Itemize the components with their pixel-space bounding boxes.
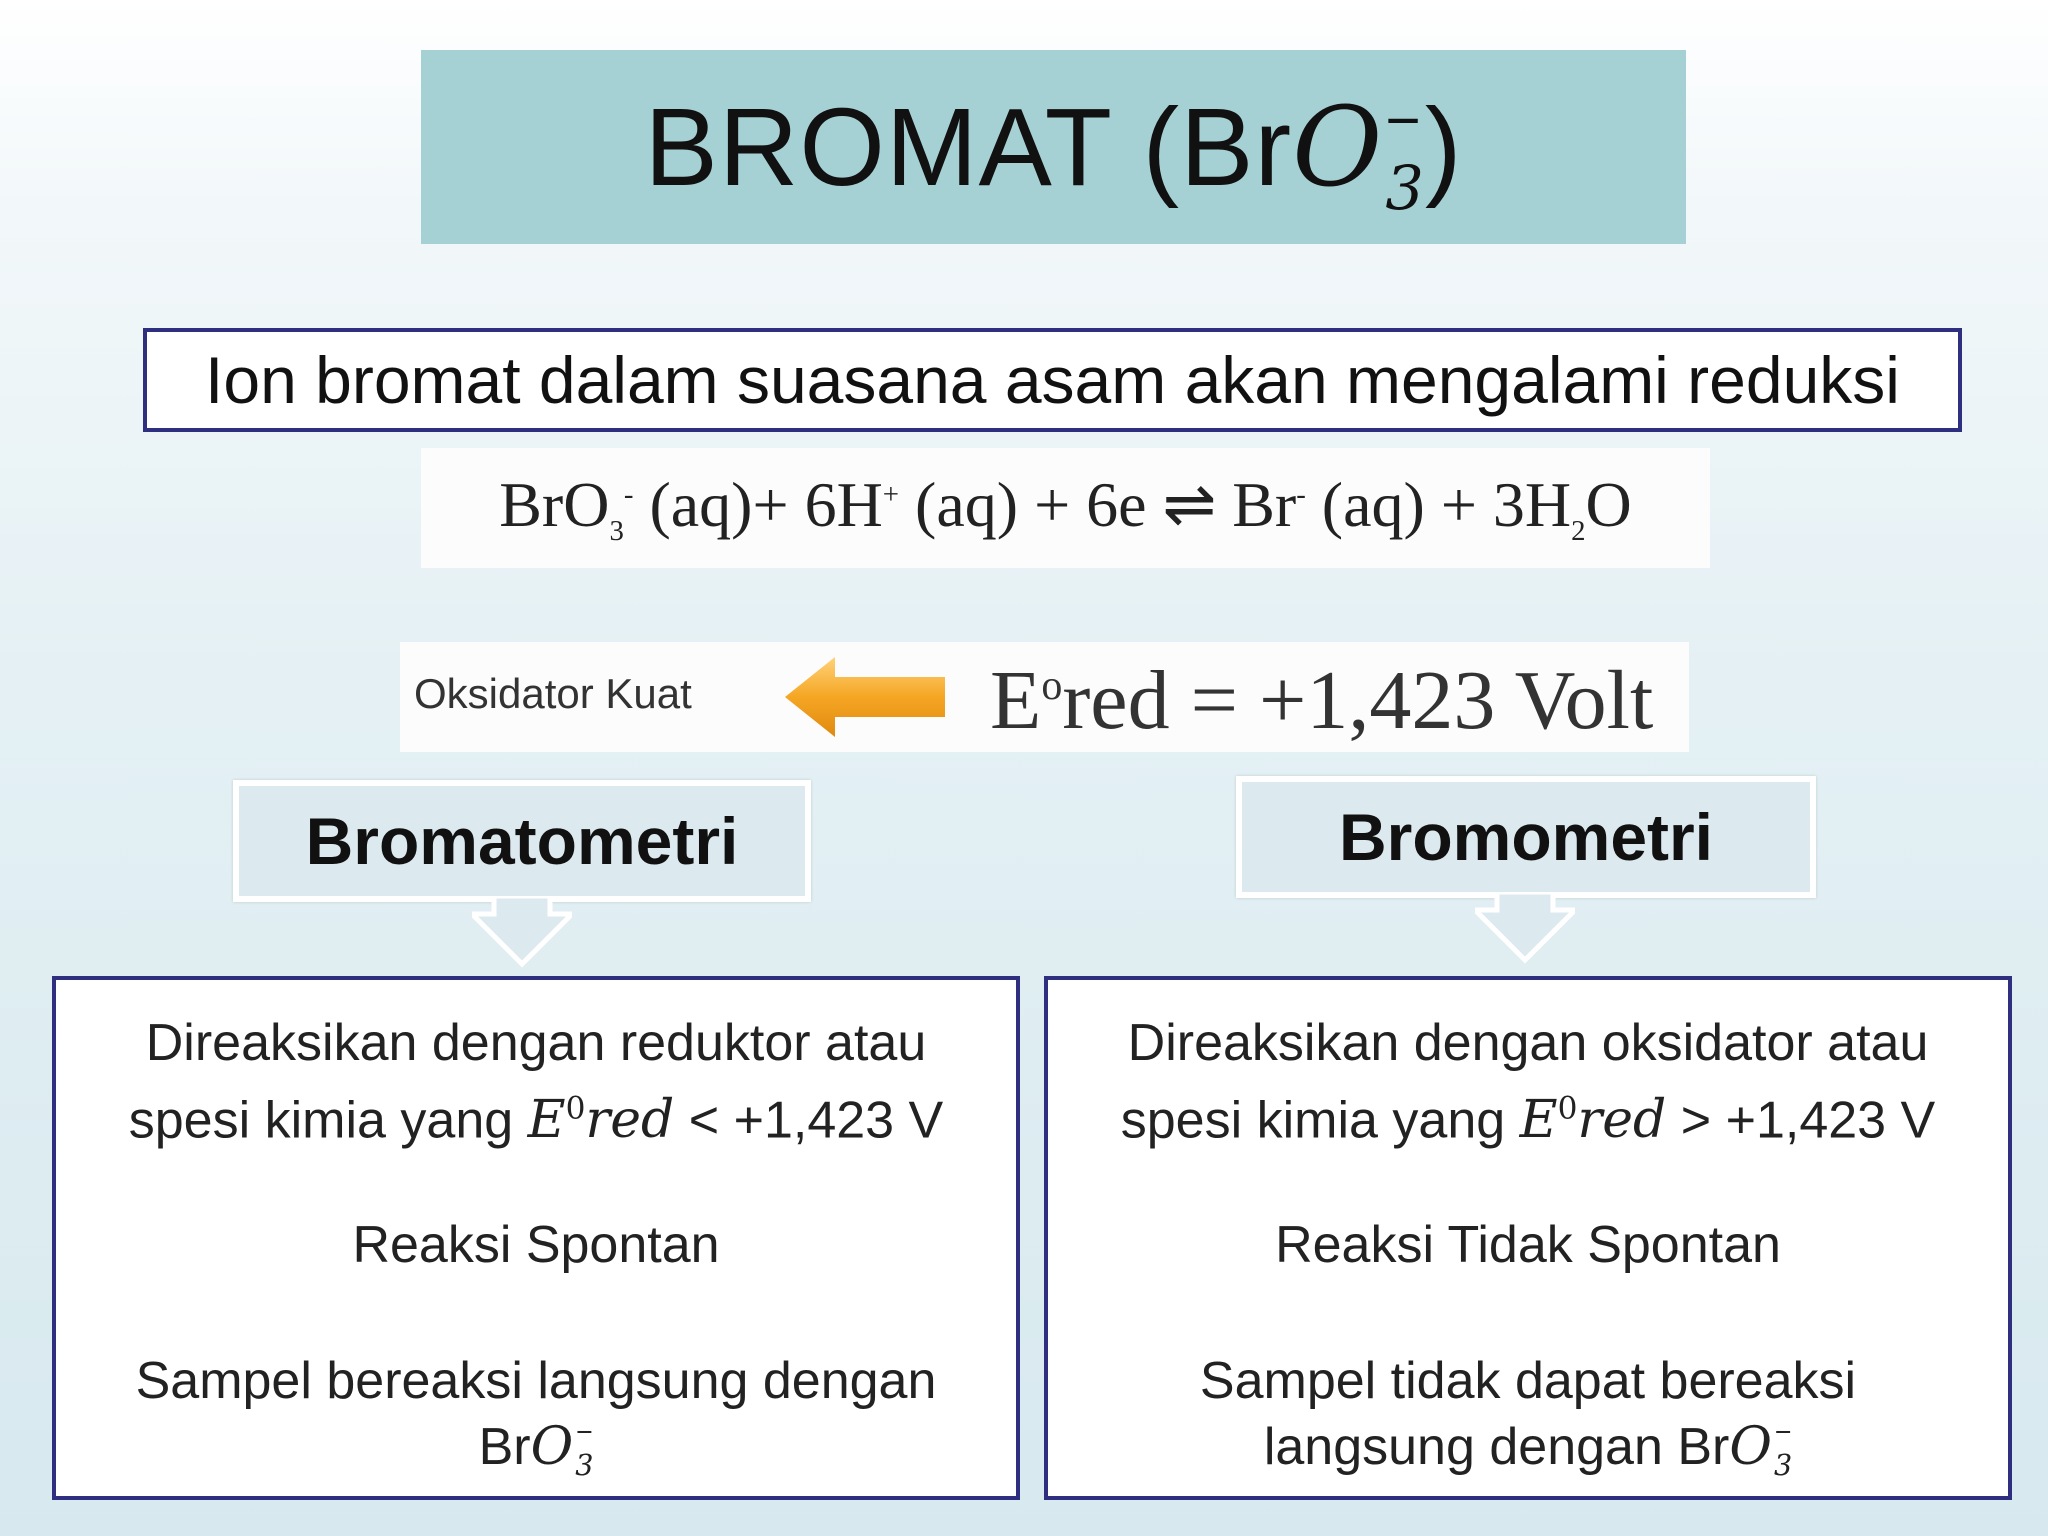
left-reaction-type: Reaksi Spontan	[352, 1216, 720, 1274]
down-arrow-icon	[1475, 892, 1575, 964]
ered-sup: o	[1041, 663, 1063, 709]
right-line-4: Sampel tidak dapat bereaksi	[1199, 1352, 1857, 1410]
right-sup: −	[1774, 1416, 1792, 1449]
right-ered	[1520, 1090, 1667, 1150]
left-ered	[528, 1090, 675, 1150]
title-sup: −	[1385, 85, 1422, 154]
eq-h: (aq)+ 6H	[633, 469, 883, 541]
right-sub: 3	[1773, 1448, 1793, 1483]
eq-sup-minus: -	[623, 478, 634, 511]
eq-sub-2: 2	[1571, 514, 1586, 547]
title-sub: 3	[1385, 153, 1425, 224]
title-subsup	[1385, 85, 1425, 224]
left-subsup	[575, 1416, 594, 1483]
bromatometri-title: Bromatometri	[305, 804, 739, 878]
eq-water: (aq) + 3H	[1305, 469, 1572, 541]
left-line-2-pre: spesi kimia yang	[128, 1091, 528, 1150]
right-subsup	[1773, 1416, 1793, 1483]
down-arrow-icon	[472, 896, 572, 968]
right-line-5-pre: langsung dengan	[1263, 1418, 1678, 1476]
eq-sup-plus: +	[882, 478, 900, 511]
bromometri-title: Bromometri	[1338, 800, 1714, 874]
left-br: Br	[478, 1418, 531, 1476]
right-line-2	[1048, 1076, 2008, 1153]
title-main: BROMAT (Br	[644, 86, 1293, 209]
ered-rest: red = +1,423 Volt	[1062, 654, 1654, 747]
ered-e: E	[990, 654, 1042, 747]
eq-br-sup: -	[1296, 478, 1306, 511]
title-close: )	[1424, 86, 1463, 209]
left-ered-e: E	[527, 1090, 566, 1151]
right-reaction-type: Reaksi Tidak Spontan	[1275, 1216, 1781, 1274]
bromometri-header	[1236, 776, 1816, 898]
reaction-equation	[421, 448, 1710, 568]
title-o: O	[1292, 83, 1384, 211]
oxidizer-label: Oksidator Kuat	[414, 670, 692, 717]
left-line-1: Direaksikan dengan reduktor atau	[145, 1014, 927, 1072]
bromatometri-details	[52, 976, 1020, 1500]
eq-electrons: (aq) + 6e	[899, 469, 1163, 541]
left-ered-sup: 0	[565, 1091, 586, 1127]
left-line-2	[56, 1076, 1016, 1153]
eq-bro: BrO	[499, 469, 610, 541]
left-line-5	[56, 1414, 1016, 1483]
left-o: O	[530, 1417, 574, 1477]
oxidizer-panel	[400, 642, 1689, 752]
intro-box	[143, 328, 1962, 432]
left-line-2-post: < +1,423 V	[674, 1091, 944, 1150]
eq-br: Br	[1216, 469, 1297, 541]
right-br: Br	[1677, 1418, 1730, 1476]
right-condition	[1048, 1010, 2008, 1153]
right-ered-red: red	[1577, 1090, 1667, 1151]
title-banner	[421, 50, 1686, 244]
bromatometri-header	[233, 780, 811, 902]
equilibrium-arrow-icon: ⇌	[1162, 469, 1217, 541]
right-line-2-pre: spesi kimia yang	[1120, 1091, 1520, 1150]
right-ered-e: E	[1519, 1090, 1558, 1151]
ered-value	[990, 652, 1653, 749]
right-ered-sup: 0	[1557, 1091, 1578, 1127]
page-title	[644, 83, 1463, 224]
left-sup: −	[575, 1416, 593, 1449]
right-line-2-post: > +1,423 V	[1666, 1091, 1936, 1150]
right-o: O	[1729, 1417, 1772, 1477]
eq-o: O	[1585, 469, 1632, 541]
eq-sub-3: 3	[609, 514, 624, 547]
left-sample-note	[56, 1348, 1016, 1483]
right-line-5	[1048, 1414, 2008, 1483]
left-arrow-icon	[780, 652, 950, 742]
left-sub: 3	[575, 1448, 594, 1483]
left-line-4: Sampel bereaksi langsung dengan	[135, 1352, 937, 1410]
bromometri-details	[1044, 976, 2012, 1500]
right-sample-note	[1048, 1348, 2008, 1483]
left-ered-red: red	[585, 1090, 675, 1151]
left-condition	[56, 1010, 1016, 1153]
right-line-1: Direaksikan dengan oksidator atau	[1127, 1014, 1929, 1072]
intro-text: Ion bromat dalam suasana asam akan mengalami reduksi	[205, 343, 1900, 417]
equation-text	[499, 468, 1632, 548]
